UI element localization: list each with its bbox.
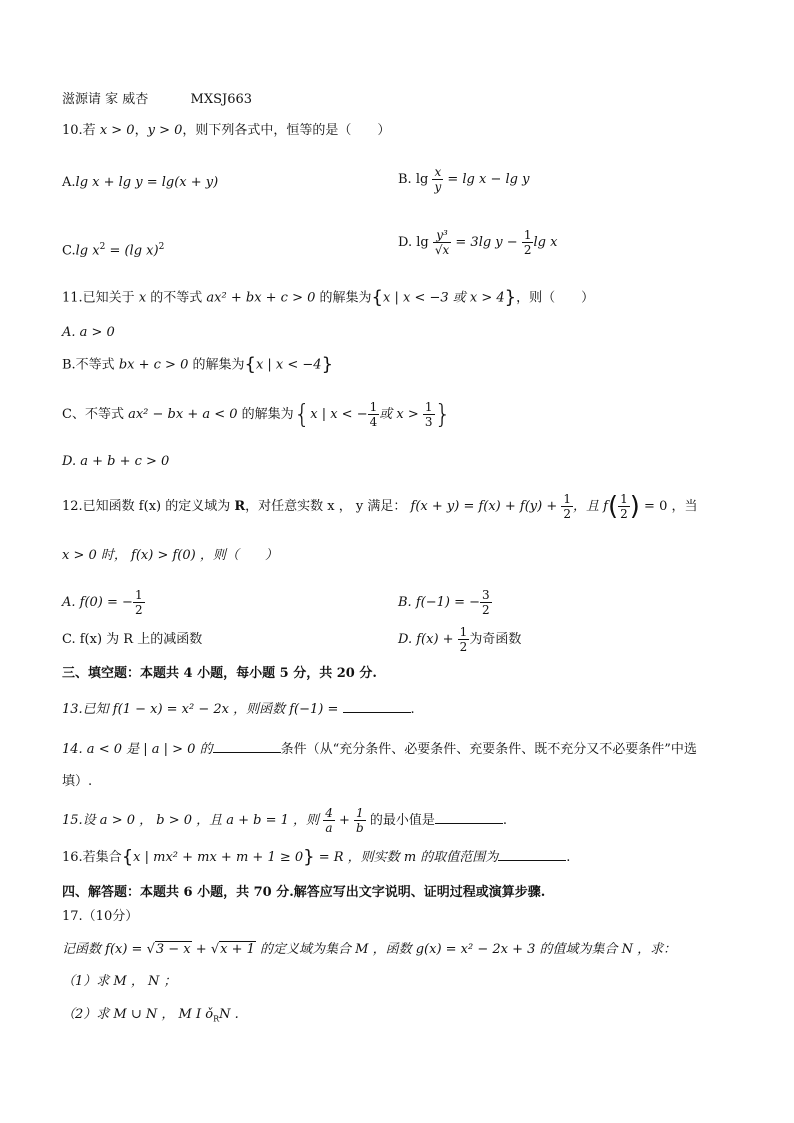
q10-d-end: lg x: [533, 235, 558, 250]
q11-c-n2: 1: [424, 400, 433, 414]
q10-a-label: A.: [62, 175, 76, 190]
q17-sqrt1: 3 − x: [155, 942, 191, 957]
q12-d-num: 1: [459, 625, 468, 639]
q12-option-b: [398, 588, 492, 617]
q12-d-post: 为奇函数: [469, 632, 522, 647]
q12-b-den: 2: [482, 603, 490, 617]
q10-d-num: y³: [433, 228, 451, 243]
q16-text-a: 16.若集合: [62, 850, 122, 865]
left-brace-icon: {: [293, 399, 311, 430]
q17-stem: [62, 940, 676, 960]
q17-part1: [62, 972, 177, 992]
q11-c-pre: C、不等式: [62, 407, 129, 422]
q11-option-b: [62, 355, 333, 376]
q12-eq: f(x + y) = f(x) + f(y) +: [406, 499, 562, 514]
q12-eq-den: 2: [563, 507, 572, 521]
q10-option-c: [62, 237, 164, 261]
q17-p2-end: N .: [219, 1007, 239, 1022]
q10-b-den: y: [434, 180, 442, 194]
q11-stem-a: 11.已知关于: [62, 290, 139, 306]
q17-part2: [62, 1005, 239, 1030]
q11-d-text: D. a + b + c > 0: [62, 454, 170, 469]
q17-p2: （2）求 M ∪ N ， M I ǒ: [62, 1007, 214, 1022]
left-brace-icon: {: [244, 354, 256, 375]
q12-a-frac: [133, 588, 145, 617]
left-brace-icon: {: [371, 287, 383, 308]
q12-stem-d: = 0 ，当: [639, 499, 698, 514]
q10-b-rest: = lg x − lg y: [443, 172, 530, 187]
q12-R: R: [234, 499, 246, 514]
q10-sep: ，: [134, 123, 148, 138]
header-source: 滋源请 家 威杏: [62, 92, 149, 107]
q11-c-d2: 3: [424, 415, 433, 429]
q11-c-set-a: x | x < −: [310, 407, 368, 422]
q13-text: 13.已知 f(1 − x) = x² − 2x ，则函数 f(−1) =: [62, 702, 343, 717]
q10-option-b: [398, 165, 529, 194]
q13: [62, 698, 415, 720]
q10-cond1: x > 0: [99, 123, 135, 138]
q11-c-frac1: [368, 400, 380, 429]
right-brace-icon: }: [434, 399, 452, 430]
q12-option-d: [398, 625, 521, 654]
q12-line2-text: x > 0 时， f(x) > f(0) ，则（ ）: [62, 548, 278, 563]
q12-a-den: 2: [134, 603, 143, 617]
q11-option-d: [62, 452, 169, 472]
section-3-heading: 三、填空题：本题共 4 小题，每小题 5 分，共 20 分.: [62, 666, 377, 681]
q16: [62, 846, 570, 868]
q12-a-num: 1: [134, 588, 143, 602]
q12-stem-b: ，对任意实数 x ， y 满足：: [245, 499, 407, 514]
q17-plus: +: [191, 942, 211, 957]
q11-a-text: A. a > 0: [62, 325, 115, 340]
q15: [62, 806, 507, 835]
q10-d-frac2: [522, 228, 534, 257]
q10-c-b: = (lg x): [105, 243, 159, 259]
q15-text-b: 的最小值是: [365, 813, 435, 828]
q12-c-text: C. f(x) 为 R 上的减函数: [62, 632, 203, 647]
q11-var: x: [138, 290, 147, 306]
q12-eq-frac: [561, 492, 573, 521]
q12-half-den: 2: [620, 507, 628, 521]
q11-stem-d: ，则（ ）: [516, 290, 595, 306]
q10-d-label: D. lg: [398, 235, 433, 250]
q11-stem-b: 的不等式: [146, 290, 207, 306]
q10-cond2: y > 0: [147, 123, 183, 138]
q11-ineq: ax² + bx + c > 0: [206, 290, 316, 306]
q10-d-den2: 2: [523, 243, 532, 257]
q11-option-a: [62, 323, 115, 343]
q10-d-den: √x: [434, 243, 450, 257]
q11-set: x | x < −3 或 x > 4: [383, 290, 505, 306]
q12-line2: [62, 546, 278, 566]
q11-stem: [62, 288, 594, 309]
q15-d2: b: [356, 821, 364, 835]
q10-c-exp2: 2: [158, 242, 165, 252]
q15-end: .: [502, 813, 507, 828]
q10-d-mid: = 3lg y −: [451, 235, 522, 250]
left-brace-icon: {: [121, 846, 134, 868]
q10-c-a: lg x: [75, 243, 100, 259]
q14-answer-blank[interactable]: [213, 738, 281, 753]
q15-text-a: 15.设 a > 0 ， b > 0 ，且 a + b = 1 ，则: [62, 813, 324, 828]
q10-option-d: [398, 228, 557, 257]
q17-p2-sub: R: [213, 1014, 220, 1024]
q10-stem-pre: 10.若: [62, 123, 100, 138]
q15-answer-blank[interactable]: [435, 809, 503, 824]
right-paren-icon: ): [629, 491, 640, 522]
q15-n2: 1: [354, 806, 366, 821]
q12-half-frac: [618, 492, 630, 521]
sqrt-icon: √: [210, 942, 220, 957]
q14-text-b: 条件（从“充分条件、必要条件、充要条件、既不充分又不必要条件”中选: [280, 742, 697, 757]
q11-c-or: 或 x >: [379, 407, 423, 422]
section-4-heading: 四、解答题：本题共 6 小题，共 70 分.解答应写出文字说明、证明过程或演算步骤.: [62, 885, 546, 900]
q11-c-ineq: ax² − bx + a < 0: [128, 407, 238, 422]
q12-a-pre: A. f(0) = −: [62, 595, 133, 610]
q10-c-exp1: 2: [99, 242, 106, 252]
q10-c-label: C.: [62, 243, 76, 259]
q15-d1: a: [325, 821, 333, 835]
q11-c-n1: 1: [369, 400, 378, 414]
q10-a-expr: lg x + lg y = lg(x + y): [75, 175, 219, 190]
q16-text-b: = R ，则实数 m 的取值范围为: [314, 850, 499, 865]
q11-b-set: x | x < −4: [255, 357, 322, 373]
q12-option-a: [62, 588, 145, 617]
right-brace-icon: }: [303, 846, 315, 868]
q10-b-num: x: [434, 165, 442, 179]
header-line: [62, 90, 252, 110]
q16-set: x | mx² + mx + m + 1 ≥ 0: [133, 850, 304, 865]
q17-head: 17.（10分）: [62, 909, 139, 924]
q11-b-pre: B.不等式: [62, 357, 119, 373]
q12-b-num: 3: [482, 588, 490, 602]
q13-answer-blank[interactable]: [343, 698, 411, 713]
q12-eq-num: 1: [563, 492, 572, 506]
q15-n1: 4: [325, 806, 333, 820]
q10-b-label: B. lg: [398, 172, 433, 187]
q12-d-pre: D. f(x) +: [398, 632, 458, 647]
q10-option-a: [62, 173, 218, 193]
q10-stem-post: ，则下列各式中，恒等的是（ ）: [182, 123, 391, 138]
q16-answer-blank[interactable]: [498, 846, 566, 861]
q11-c-mid: 的解集为: [237, 407, 294, 422]
q11-b-ineq: bx + c > 0: [118, 357, 189, 373]
q11-c-frac2: [423, 400, 435, 429]
q10-stem: [62, 121, 390, 141]
sqrt-icon: √: [146, 942, 155, 957]
q17-stem-a: 记函数 f(x) =: [62, 942, 147, 957]
q12-d-frac: [458, 625, 470, 654]
q12-stem: [62, 492, 697, 521]
q11-c-d1: 4: [369, 415, 378, 429]
q13-end: .: [410, 702, 415, 717]
q12-stem-c: ，且 f: [573, 499, 608, 514]
q10-d-num2: 1: [523, 228, 532, 242]
q11-b-mid: 的解集为: [188, 357, 245, 373]
q14-text-a: 14. a < 0 是 | a | > 0 的: [62, 742, 213, 757]
right-brace-icon: }: [321, 354, 334, 375]
q14: [62, 738, 697, 760]
q10-d-frac: [433, 228, 451, 257]
q17-sqrt2: x + 1: [220, 942, 255, 957]
q14-line2: 填）.: [62, 774, 93, 789]
q17-stem-b: 的定义域为集合 M ，函数 g(x) = x² − 2x + 3 的值域为集合 N ，求：: [255, 942, 677, 957]
q12-stem-a: 12.已知函数 f(x) 的定义域为: [62, 499, 235, 514]
q10-b-frac: [432, 165, 443, 194]
q15-frac2: [354, 806, 366, 835]
q15-plus: +: [334, 813, 354, 828]
q11-stem-c: 的解集为: [315, 290, 372, 306]
header-code: MXSJ663: [190, 92, 253, 107]
left-paren-icon: (: [607, 491, 619, 522]
q16-end: .: [566, 850, 571, 865]
q11-option-c: [62, 400, 451, 429]
q12-half-num: 1: [620, 492, 628, 506]
q15-frac1: [323, 806, 335, 835]
right-brace-icon: }: [504, 287, 517, 308]
q12-d-den: 2: [459, 640, 468, 654]
q12-option-c: [62, 630, 202, 650]
q17-p1: （1）求 M ， N ；: [62, 974, 177, 989]
q12-b-pre: B. f(−1) = −: [398, 595, 480, 610]
q12-b-frac: [480, 588, 492, 617]
